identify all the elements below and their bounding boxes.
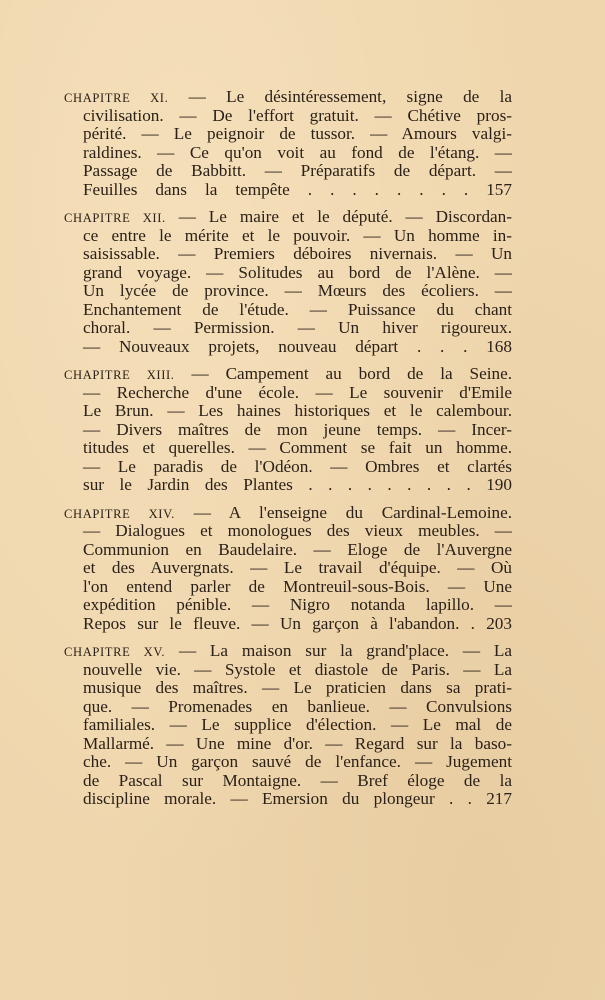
toc-entry-chapter-15 — [64, 642, 512, 809]
chapter-label: CHAPITRE XI. — [64, 91, 169, 105]
toc-line — [64, 365, 512, 384]
toc-line — [64, 208, 512, 227]
toc-line: grand voyage. — Solitudes au bord de l'Alène. — — [83, 263, 512, 282]
toc-line: et des Auvergnats. — Le travail d'équipe. — Où — [83, 559, 512, 577]
toc-line: ce entre le mérite et le pouvoir. — Un homme in- — [83, 226, 512, 245]
toc-line: l'on entend parler de Montreuil-sous-Bois. — Une — [83, 577, 512, 596]
toc-line: saisissable. — Premiers déboires nivernais. — Un — [83, 245, 512, 263]
toc-line: musique des maîtres. — Le praticien dans sa prati- — [83, 679, 512, 697]
toc-line: nouvelle vie. — Systole et diastole de Paris. — La — [83, 660, 512, 679]
table-of-contents — [64, 88, 512, 818]
toc-line: de Pascal sur Montaigne. — Bref éloge de la — [83, 771, 512, 790]
toc-line: — Divers maîtres de mon jeune temps. — Incer- — [83, 420, 512, 439]
toc-text: — Campement au bord de la Seine. — [174, 365, 512, 383]
toc-line: Un lycée de province. — Mœurs des écoliers. — — [83, 282, 512, 300]
toc-line: Passage de Babbitt. — Préparatifs de départ. — — [83, 162, 512, 180]
toc-entry-chapter-11 — [64, 88, 512, 199]
toc-line: expédition pénible. — Nigro notanda lapillo. — — [83, 596, 512, 614]
toc-line-with-page: discipline morale. — Emersion du plongeur . . 217 — [83, 790, 512, 808]
chapter-label: CHAPITRE XIV. — [64, 506, 175, 521]
toc-line-with-page: Repos sur le fleuve. — Un garçon à l'abandon. . 203 — [83, 614, 512, 633]
toc-line-with-page: sur le Jardin des Plantes . . . . . . . . . 190 — [83, 476, 512, 494]
toc-line-with-page: — Nouveaux projets, nouveau départ . . . 168 — [83, 337, 512, 356]
toc-entry-chapter-12 — [64, 208, 512, 356]
chapter-label: CHAPITRE XII. — [64, 211, 166, 225]
toc-line: Enchantement de l'étude. — Puissance du chant — [83, 300, 512, 319]
toc-line: — Le paradis de l'Odéon. — Ombres et clartés — [83, 457, 512, 476]
toc-text: — La maison sur la grand'place. — La — [165, 642, 512, 660]
toc-line: che. — Un garçon sauvé de l'enfance. — Jugement — [83, 753, 512, 771]
toc-line: périté. — Le peignoir de tussor. — Amours valgi- — [83, 125, 512, 143]
toc-text: — A l'enseigne du Cardinal-Lemoine. — [174, 503, 512, 522]
toc-line: familiales. — Le supplice d'élection. — Le mal de — [83, 716, 512, 734]
toc-line: titudes et querelles. — Comment se fait un homme. — [83, 439, 512, 457]
toc-line: choral. — Permission. — Un hiver rigoureux. — [83, 319, 512, 337]
toc-line — [64, 504, 512, 523]
toc-line: raldines. — Ce qu'on voit au fond de l'étang. — — [83, 143, 512, 162]
toc-line — [64, 642, 512, 661]
toc-line-with-page: Feuilles dans la tempête . . . . . . . . 157 — [83, 180, 512, 199]
toc-line: Mallarmé. — Une mine d'or. — Regard sur la baso- — [83, 734, 512, 753]
toc-line: civilisation. — De l'effort gratuit. — Chétive pros- — [83, 106, 512, 125]
toc-entry-chapter-13 — [64, 365, 512, 495]
toc-text: — Le maire et le député. — Discordan- — [165, 208, 512, 226]
toc-text: — Le désintéressement, signe de la — [168, 88, 512, 106]
toc-line: — Dialogues et monologues des vieux meubles. — — [83, 522, 512, 540]
toc-line: que. — Promenades en banlieue. — Convulsions — [83, 697, 512, 716]
chapter-label: CHAPITRE XV. — [64, 645, 166, 659]
chapter-label: CHAPITRE XIII. — [64, 368, 175, 382]
toc-line: Communion en Baudelaire. — Eloge de l'Auvergne — [83, 540, 512, 559]
toc-line — [64, 88, 512, 107]
toc-line: Le Brun. — Les haines historiques et le calembour. — [83, 402, 512, 420]
toc-line: — Recherche d'une école. — Le souvenir d'Emile — [83, 383, 512, 402]
toc-entry-chapter-14 — [64, 504, 512, 634]
